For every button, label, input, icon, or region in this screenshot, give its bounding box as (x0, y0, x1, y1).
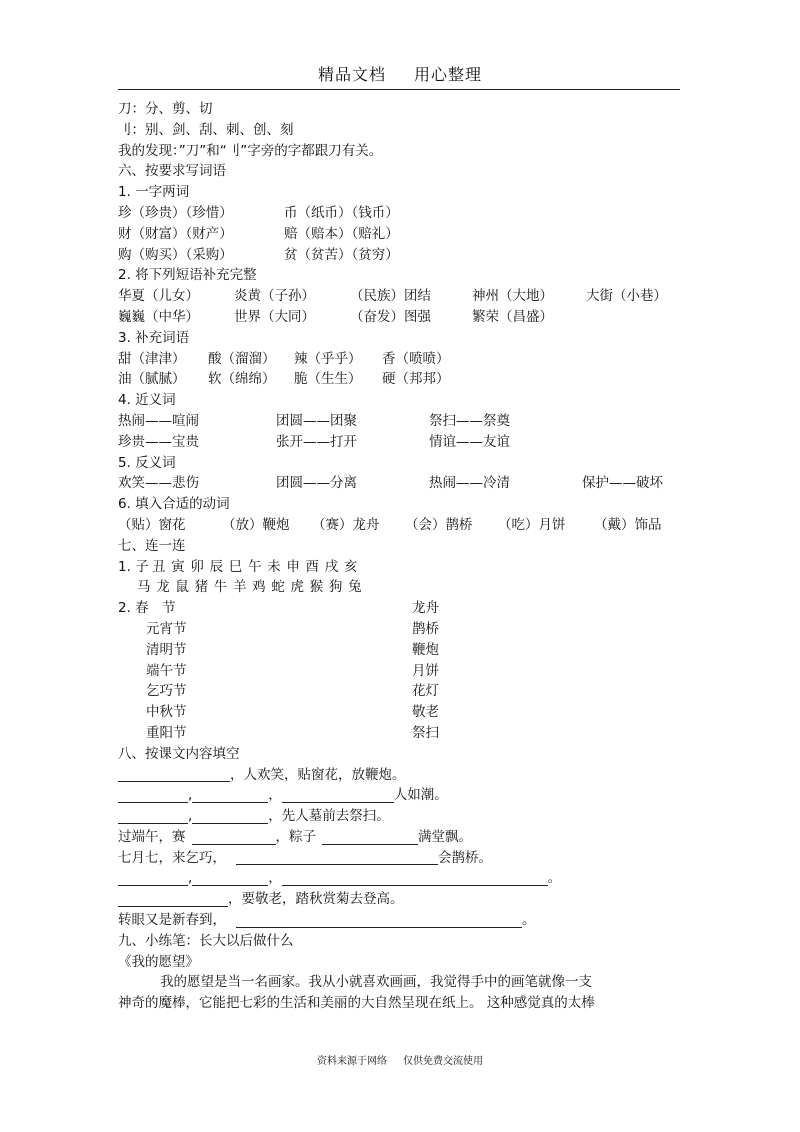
phrase-cell: 神州（大地） (472, 288, 553, 305)
footer-left: 资料来源于网络 (317, 1056, 387, 1067)
header-rule (118, 89, 680, 90)
supplement-row (118, 369, 688, 390)
fill-line: , ，先人墓前去祭扫。 (118, 806, 688, 827)
word-cell: 购（购买）（采购） (118, 246, 233, 263)
essay-paragraph-line: 神奇的魔棒，它能把七彩的生活和美丽的大自然呈现在纸上。 这种感觉真的太棒 (118, 995, 595, 1012)
branch-char: 巳 (228, 558, 243, 575)
branch-char: 1. 子 (118, 558, 149, 575)
word-cell: 珍（珍贵）（珍惜） (118, 204, 233, 221)
branch-char: 戌 (324, 558, 339, 575)
section-heading: 七、连一连 (118, 537, 186, 554)
word-cell: 赔（赔本）（赔礼） (284, 225, 399, 242)
animal-char: 猴 (309, 579, 324, 596)
festival-row (118, 640, 688, 661)
branch-char: 申 (286, 558, 300, 575)
festival-lead: 2. 春 节 (118, 600, 176, 617)
festival-name: 元宵节 (146, 620, 187, 637)
fill-line: 七月七，来乞巧， 会鹊桥。 (118, 849, 492, 866)
branch-char: 酉 (305, 558, 319, 575)
festival-item: 祭扫 (412, 724, 439, 741)
earthly-branches-row (118, 557, 688, 578)
festival-name: 乞巧节 (146, 683, 187, 700)
festival-item: 鹊桥 (412, 620, 439, 637)
animal-char: 兔 (348, 579, 362, 596)
fill-line: , ， 人如潮。 (118, 785, 688, 806)
answer-blank[interactable] (322, 830, 418, 845)
header-left: 精品文档 (317, 65, 386, 84)
animal-char: 牛 (213, 579, 228, 596)
word-pair: 团圆——分离 (276, 475, 357, 492)
word-cell: 币（纸币）（钱币） (284, 204, 399, 221)
verb-cell: （贴）窗花 (118, 516, 186, 533)
synonym-row (118, 411, 688, 432)
antonym-row (118, 473, 688, 494)
animal-char: 鼠 (175, 579, 189, 596)
synonym-row (118, 432, 688, 453)
phrase-cell: （奋发）图强 (350, 308, 431, 325)
branch-char: 卯 (190, 558, 204, 575)
essay-paragraph-line: 我的愿望是当一名画家。我从小就喜欢画画，我觉得手中的画笔就像一支 (160, 974, 592, 991)
subsection-heading: 1. 一字两词 (118, 184, 190, 201)
animal-char: 羊 (232, 579, 247, 596)
one-char-row (118, 224, 688, 245)
branch-char: 未 (267, 558, 281, 575)
festival-row (118, 619, 688, 640)
text-line: 刀：分、剪、切 (118, 101, 213, 117)
phrase-row (118, 286, 688, 307)
subsection-heading: 6. 填入合适的动词 (118, 496, 230, 513)
word-pair: 珍贵——宝贵 (118, 433, 199, 450)
festival-item: 花灯 (412, 683, 439, 700)
word-cell: 甜（津津） (118, 350, 186, 367)
page-header (0, 62, 800, 85)
answer-blank[interactable] (192, 788, 268, 803)
word-cell: 脆（生生） (294, 371, 362, 388)
phrase-row (118, 307, 688, 328)
word-pair: 张开——打开 (276, 433, 357, 450)
phrase-cell: （民族）团结 (350, 288, 431, 305)
one-char-row (118, 203, 688, 224)
word-pair: 热闹——喧闹 (118, 412, 199, 429)
word-pair: 保护——破坏 (582, 475, 663, 492)
zodiac-animals-row (118, 577, 688, 598)
one-char-row (118, 245, 688, 266)
word-cell: 财（财富）（财产） (118, 225, 233, 242)
festival-item: 鞭炮 (412, 641, 439, 658)
essay-title: 《我的愿望》 (118, 953, 199, 970)
fill-line: 过端午，赛 ，粽子 满堂飘。 (118, 828, 472, 845)
animal-char: 龙 (156, 579, 170, 596)
verb-cell: （会）鹊桥 (405, 516, 473, 533)
festival-row (118, 681, 688, 702)
word-pair: 情谊——友谊 (429, 433, 510, 450)
answer-blank[interactable] (118, 788, 188, 803)
phrase-cell: 大街（小巷） (586, 288, 667, 305)
word-cell: 酸（溜溜） (208, 350, 276, 367)
word-cell: 贫（贫苦）（贫穷） (284, 246, 399, 263)
word-cell: 硬（邦邦） (382, 371, 450, 388)
fill-line: , ， 。 (118, 868, 688, 889)
phrase-cell: 繁荣（昌盛） (472, 308, 553, 325)
answer-blank[interactable] (192, 871, 268, 886)
answer-blank[interactable] (192, 809, 268, 824)
footer-right: 仅供免费交流使用 (403, 1056, 483, 1067)
verb-cell: （赛）龙舟 (312, 516, 380, 533)
branch-char: 辰 (209, 558, 224, 575)
animal-char: 虎 (290, 579, 304, 596)
festival-name: 清明节 (146, 641, 187, 658)
page-footer (0, 1052, 800, 1067)
festival-item: 月饼 (412, 662, 439, 679)
phrase-cell: 巍巍（中华） (118, 308, 199, 325)
answer-blank[interactable] (118, 892, 228, 907)
animal-char: 蛇 (271, 579, 285, 596)
answer-blank[interactable] (192, 830, 276, 845)
branch-char: 丑 (152, 558, 166, 575)
festival-row (118, 661, 688, 682)
fill-line: 转眼又是新春到， 。 (118, 912, 536, 929)
animal-char: 马 (137, 579, 151, 596)
word-pair: 祭扫——祭奠 (429, 412, 510, 429)
festival-name: 重阳节 (146, 724, 187, 741)
subsection-heading: 4. 近义词 (118, 392, 176, 409)
fill-line: ，要敬老，踏秋赏菊去登高。 (118, 889, 688, 910)
document-body (118, 99, 688, 1014)
word-pair: 欢笑——悲伤 (118, 475, 199, 492)
verb-cell: （吃）月饼 (498, 516, 566, 533)
branch-char: 亥 (343, 558, 358, 575)
answer-blank[interactable] (282, 871, 548, 886)
festival-name: 中秋节 (146, 704, 187, 721)
branch-char: 午 (247, 558, 262, 575)
animal-char: 狗 (328, 579, 343, 596)
animal-char: 鸡 (252, 579, 266, 596)
text-line: 我的发现：”刀”和“刂”字旁的字都跟刀有关。 (118, 142, 383, 159)
subsection-heading: 3. 补充词语 (118, 329, 190, 346)
word-pair: 热闹——冷清 (429, 475, 510, 492)
festival-row (118, 598, 688, 619)
festival-row (118, 723, 688, 744)
word-cell: 软（绵绵） (208, 371, 276, 388)
word-cell: 辣（乎乎） (294, 350, 362, 367)
fill-line: ，人欢笑，贴窗花，放鞭炮。 (118, 765, 688, 786)
header-right: 用心整理 (414, 65, 483, 84)
phrase-cell: 世界（大同） (234, 308, 315, 325)
section-heading: 九、小练笔：长大以后做什么 (118, 932, 294, 949)
answer-blank[interactable] (118, 767, 230, 782)
answer-blank[interactable] (282, 788, 394, 803)
festival-row (118, 702, 688, 723)
phrase-cell: 炎黄（子孙） (234, 288, 315, 305)
verb-row (118, 515, 688, 536)
answer-blank[interactable] (118, 809, 188, 824)
verb-cell: （戴）饰品 (594, 516, 662, 533)
section-heading: 八、按课文内容填空 (118, 745, 240, 762)
supplement-row (118, 349, 688, 370)
word-cell: 香（喷喷） (382, 350, 450, 367)
festival-item: 敬老 (412, 704, 439, 721)
branch-char: 寅 (171, 558, 185, 575)
subsection-heading: 5. 反义词 (118, 454, 176, 471)
subsection-heading: 2. 将下列短语补充完整 (118, 267, 257, 284)
festival-name: 端午节 (146, 662, 187, 679)
phrase-cell: 华夏（儿女） (118, 288, 199, 305)
answer-blank[interactable] (236, 850, 438, 865)
word-cell: 油（腻腻） (118, 371, 186, 388)
text-line: 刂：别、剑、刮、刺、创、刻 (118, 121, 294, 138)
answer-blank[interactable] (236, 913, 522, 928)
festival-item: 龙舟 (412, 600, 439, 617)
word-pair: 团圆——团聚 (276, 412, 357, 429)
section-heading: 六、按要求写词语 (118, 163, 226, 180)
animal-char: 猪 (194, 579, 209, 596)
verb-cell: （放）鞭炮 (222, 516, 290, 533)
answer-blank[interactable] (118, 871, 188, 886)
